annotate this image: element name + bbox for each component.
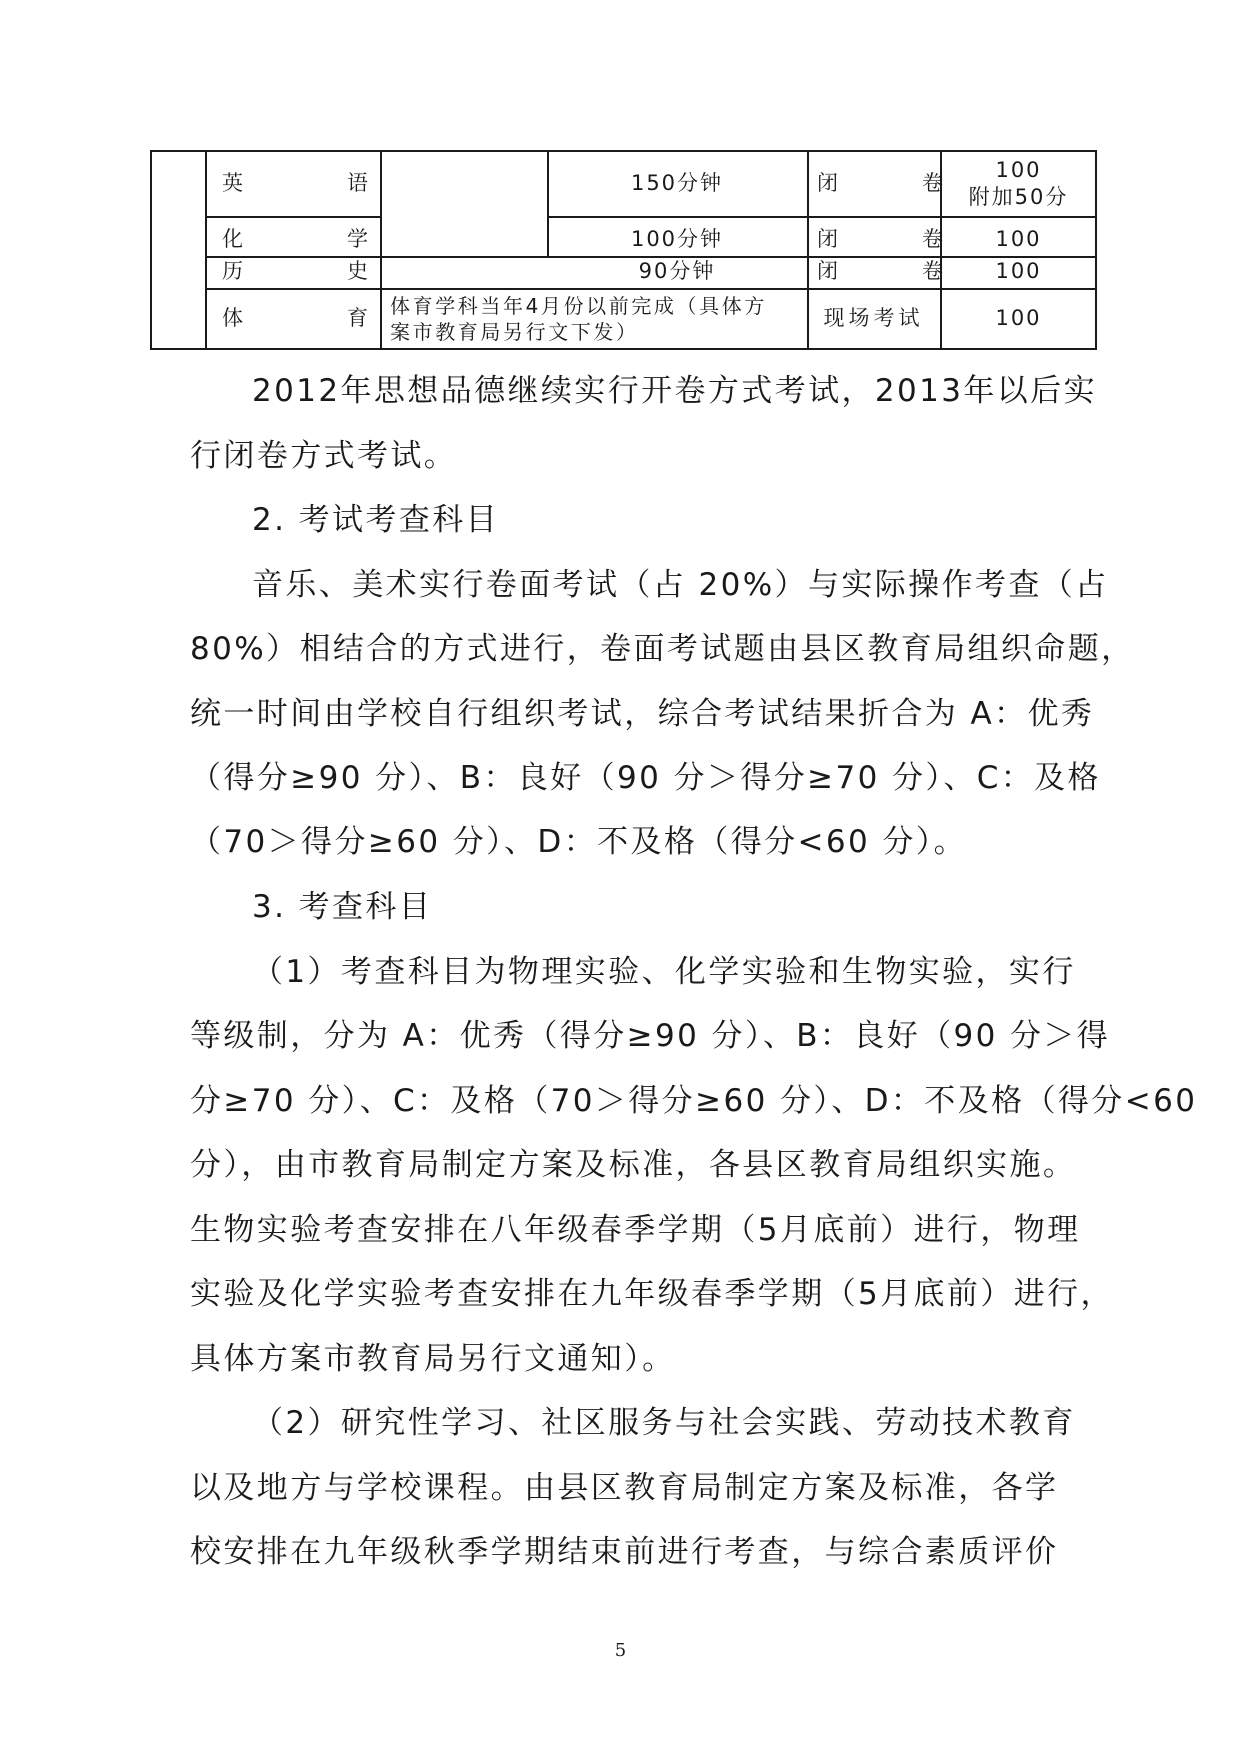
table-divider	[205, 216, 380, 218]
subject-chemistry-left: 化	[222, 227, 245, 251]
duration-pe-line2: 案市教育局另行文下发）	[390, 320, 639, 344]
mode-chemistry-right: 卷	[922, 227, 945, 251]
paragraph-3-line-1: （1）考查科目为物理实验、化学实验和生物实验，实行	[252, 954, 1076, 990]
subject-history-left: 历	[222, 259, 245, 283]
paragraph-1-line-1: 2012年思想品德继续实行开卷方式考试，2013年以后实	[252, 373, 1097, 409]
subject-pe-left: 体	[222, 306, 245, 330]
subject-english-left: 英	[222, 171, 245, 195]
paragraph-3-line-3: 分≥70 分）、C：及格（70＞得分≥60 分）、D：不及格（得分<60	[190, 1083, 1198, 1119]
score-english-line2: 附加50分	[968, 185, 1069, 209]
paragraph-3-line-5: 生物实验考查安排在八年级春季学期（5月底前）进行，物理	[190, 1212, 1081, 1248]
duration-pe-line1: 体育学科当年4月份以前完成（具体方	[390, 294, 767, 318]
paragraph-2-line-1: 音乐、美术实行卷面考试（占 20%）与实际操作考查（占	[252, 567, 1109, 603]
duration-history: 90分钟	[638, 259, 716, 283]
paragraph-2-line-4: （得分≥90 分）、B：良好（90 分＞得分≥70 分）、C：及格	[190, 760, 1101, 796]
table-divider	[380, 152, 382, 348]
paragraph-4-line-2: 以及地方与学校课程。由县区教育局制定方案及标准，各学	[190, 1470, 1059, 1506]
page-number: 5	[614, 1640, 627, 1661]
paragraph-4-line-3: 校安排在九年级秋季学期结束前进行考查，与综合素质评价	[190, 1534, 1059, 1570]
duration-chemistry: 100分钟	[630, 227, 724, 251]
section-heading-3: 3. 考查科目	[252, 889, 433, 925]
paragraph-3-line-4: 分），由市教育局制定方案及标准，各县区教育局组织实施。	[190, 1147, 1077, 1183]
subject-english-right: 语	[347, 171, 370, 195]
subject-pe-right: 育	[347, 306, 370, 330]
paragraph-2-line-3: 统一时间由学校自行组织考试，综合考试结果折合为 A：优秀	[190, 696, 1095, 732]
mode-pe: 现场考试	[823, 306, 924, 330]
score-history: 100	[995, 259, 1042, 283]
exam-schedule-table	[150, 150, 1097, 350]
score-english-line1: 100	[995, 158, 1042, 182]
paragraph-3-line-2: 等级制，分为 A：优秀（得分≥90 分）、B：良好（90 分＞得	[190, 1018, 1111, 1054]
mode-history-right: 卷	[922, 259, 945, 283]
paragraph-3-line-7: 具体方案市教育局另行文通知）。	[190, 1341, 676, 1377]
table-divider	[205, 152, 207, 348]
score-pe: 100	[995, 306, 1042, 330]
section-heading-2: 2. 考试考查科目	[252, 502, 500, 538]
mode-english-right: 卷	[922, 171, 945, 195]
mode-chemistry-left: 闭	[817, 227, 840, 251]
paragraph-4-line-1: （2）研究性学习、社区服务与社会实践、劳动技术教育	[252, 1405, 1076, 1441]
duration-english: 150分钟	[630, 171, 724, 195]
paragraph-1-line-2: 行闭卷方式考试。	[190, 438, 458, 474]
paragraph-2-line-2: 80%）相结合的方式进行，卷面考试题由县区教育局组织命题，	[190, 631, 1135, 667]
mode-english-left: 闭	[817, 171, 840, 195]
paragraph-3-line-6: 实验及化学实验考查安排在九年级春季学期（5月底前）进行，	[190, 1276, 1114, 1312]
subject-history-right: 史	[347, 259, 370, 283]
mode-history-left: 闭	[817, 259, 840, 283]
score-chemistry: 100	[995, 227, 1042, 251]
table-divider	[547, 216, 1097, 218]
paragraph-2-line-5: （70＞得分≥60 分）、D：不及格（得分<60 分）。	[190, 824, 968, 860]
subject-chemistry-right: 学	[347, 227, 370, 251]
table-divider	[205, 288, 1097, 290]
